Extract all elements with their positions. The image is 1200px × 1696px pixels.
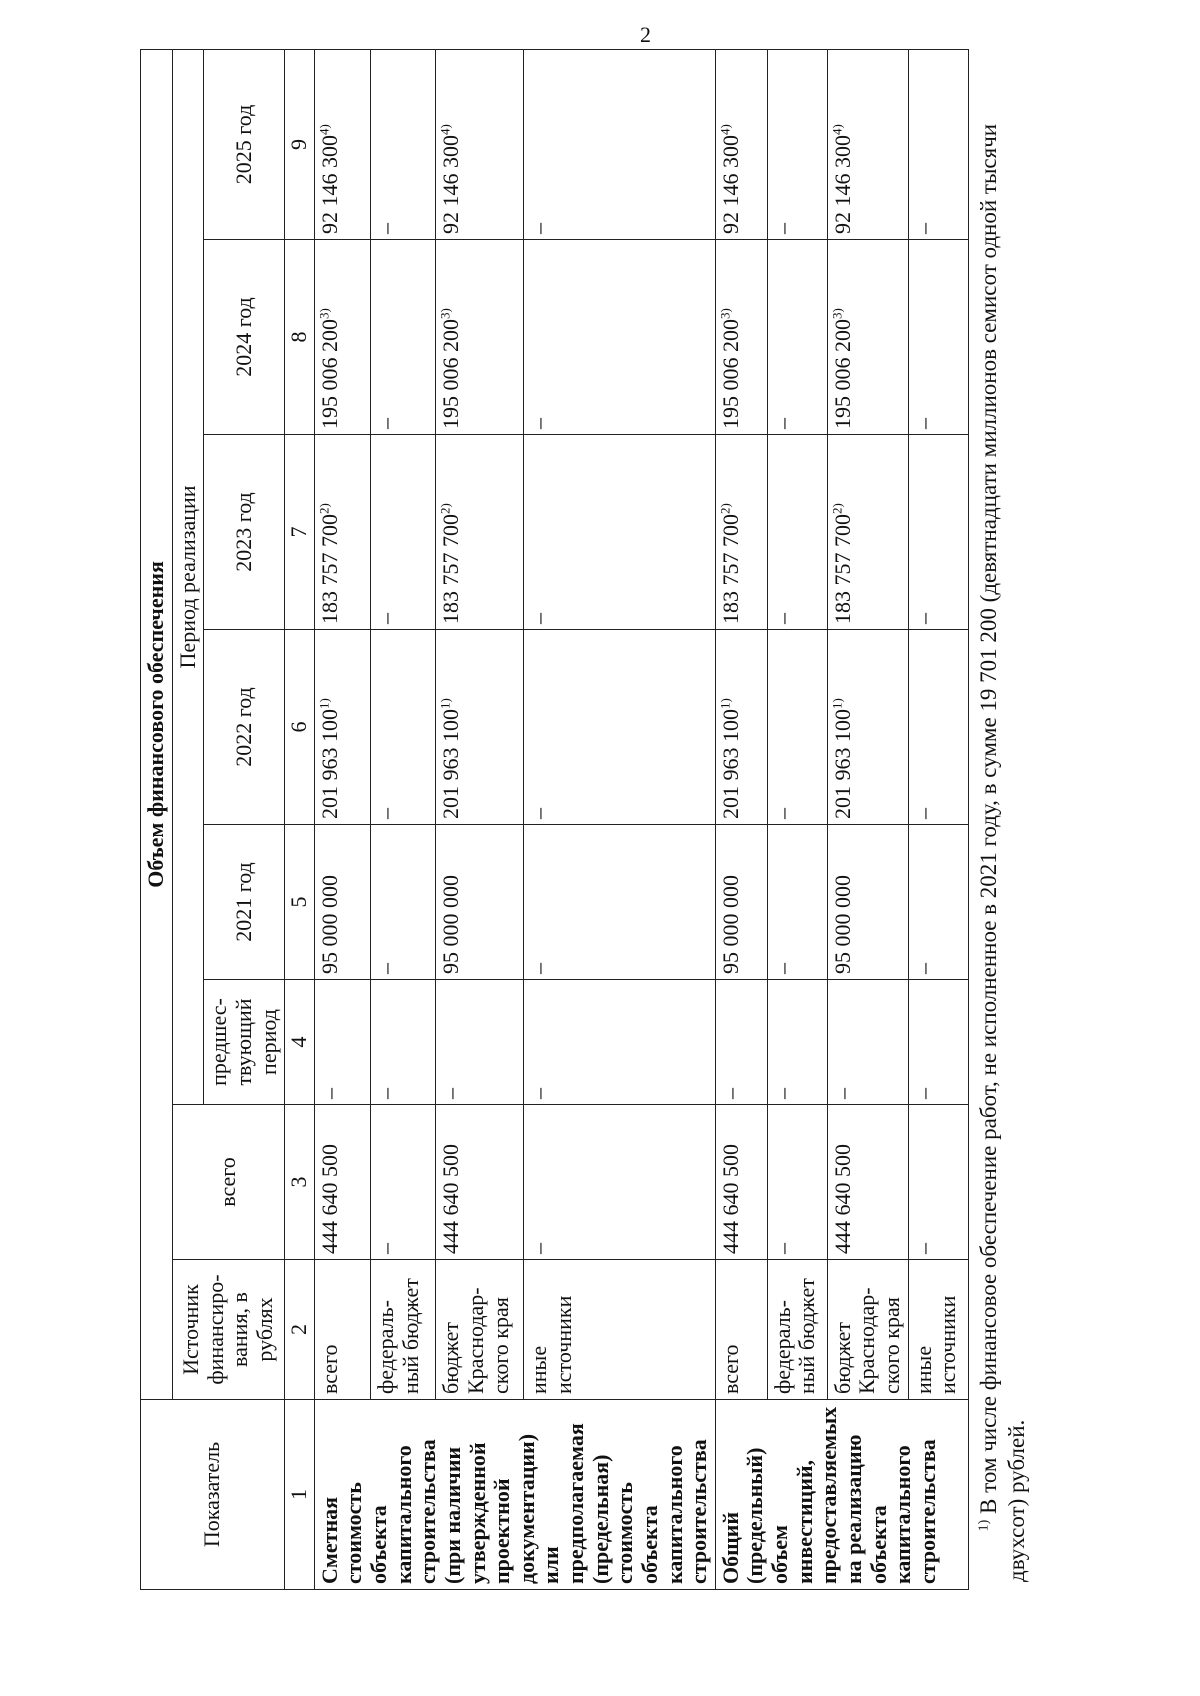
table-row: [827, 49, 908, 1589]
cell-2025: [827, 49, 908, 239]
cell-previous: [715, 980, 767, 1105]
cell-2023: [908, 435, 968, 630]
cell-2021: [715, 825, 767, 980]
cell-total-value: 444 640 500: [829, 1144, 855, 1254]
header-total: всего: [172, 1105, 285, 1260]
cell-total: [908, 1105, 968, 1260]
cell-2024-value: 195 006 200: [316, 319, 342, 429]
cell-2025: [767, 49, 827, 239]
column-number: 6: [285, 630, 315, 825]
column-number: 1: [285, 1400, 315, 1590]
cell-2023-value: 183 757 700: [316, 514, 342, 624]
header-indicator: Показатель: [141, 1400, 285, 1590]
cell-2024-value: –: [526, 418, 552, 429]
column-number: 3: [285, 1105, 315, 1260]
cell-2025-value: 92 146 300: [829, 135, 855, 234]
cell-previous-value: –: [910, 1088, 936, 1099]
cell-2023-value: 183 757 700: [717, 514, 743, 624]
cell-source: [908, 1260, 968, 1400]
cell-total: [524, 1105, 715, 1260]
cell-2023: [767, 435, 827, 630]
footnote-ref: 1): [316, 698, 332, 709]
cell-2022-value: 201 963 100: [829, 709, 855, 819]
footnote-ref: 1): [829, 698, 845, 709]
cell-2022-value: –: [373, 808, 399, 819]
cell-2022: [908, 630, 968, 825]
footnote-ref: 2): [717, 503, 733, 514]
cell-2025-value: –: [910, 223, 936, 234]
cell-2023-value: –: [910, 613, 936, 624]
column-number: 8: [285, 240, 315, 435]
cell-2023-value: –: [769, 613, 795, 624]
header-2021: 2021 год: [204, 825, 285, 980]
cell-previous: [767, 980, 827, 1105]
cell-total-value: –: [526, 1243, 552, 1254]
header-group-title: Объем финансового обеспечения: [141, 49, 173, 1399]
cell-source: [371, 1260, 436, 1400]
cell-2025: [314, 49, 371, 239]
cell-previous-value: –: [373, 1088, 399, 1099]
footnote-ref: 1): [717, 698, 733, 709]
cell-previous: [436, 980, 524, 1105]
cell-2022-value: –: [526, 808, 552, 819]
cell-2021: [371, 825, 436, 980]
cell-2023-value: 183 757 700: [829, 514, 855, 624]
cell-2022-value: 201 963 100: [717, 709, 743, 819]
cell-source: [715, 1260, 767, 1400]
cell-2024-value: 195 006 200: [717, 319, 743, 429]
footnote-ref: 2): [829, 503, 845, 514]
cell-2023-value: 183 757 700: [438, 514, 464, 624]
cell-source: [524, 1260, 715, 1400]
header-period-title: Период реализации: [172, 49, 204, 1104]
cell-2024: [715, 240, 767, 435]
cell-total-value: –: [373, 1243, 399, 1254]
table-body: [314, 49, 968, 1589]
cell-2021: [767, 825, 827, 980]
footnote-text: В том числе финансовое обеспечение работ, не исполненное в 2021 году, в сумме 19 701 200 (девятнадцати миллионов семисот одной тысячи двухсот) рублей.: [975, 123, 1030, 1582]
table-row: [715, 49, 767, 1589]
cell-total: [767, 1105, 827, 1260]
footnote-ref: 2): [316, 503, 332, 514]
cell-previous-value: –: [717, 1088, 743, 1099]
cell-total-value: –: [910, 1243, 936, 1254]
cell-2021-value: –: [910, 963, 936, 974]
cell-2025-value: –: [373, 223, 399, 234]
cell-source-value: федераль-ный бюджет: [373, 1278, 423, 1394]
table-row: [767, 49, 827, 1589]
cell-source-value: бюджет Краснодар-ского края: [438, 1287, 513, 1394]
cell-source-value: всего: [717, 1344, 743, 1394]
footnote-ref: 3): [438, 308, 454, 319]
footnote-ref: 3): [829, 308, 845, 319]
column-number: 4: [285, 980, 315, 1105]
cell-2021-value: 95 000 000: [438, 875, 464, 974]
footnote-ref: 2): [438, 503, 454, 514]
cell-total: [827, 1105, 908, 1260]
cell-total: [371, 1105, 436, 1260]
cell-2024: [827, 240, 908, 435]
cell-2021: [314, 825, 371, 980]
cell-2024-value: 195 006 200: [829, 319, 855, 429]
table-row: [436, 49, 524, 1589]
cell-2025-value: 92 146 300: [717, 135, 743, 234]
table-row: [371, 49, 436, 1589]
cell-2025: [715, 49, 767, 239]
table-row: [314, 49, 371, 1589]
footnote-mark: 1): [975, 1519, 991, 1532]
column-number-row: [285, 49, 315, 1589]
cell-2025: [436, 49, 524, 239]
cell-2023: [715, 435, 767, 630]
cell-source: [767, 1260, 827, 1400]
cell-2022: [767, 630, 827, 825]
cell-2022-value: –: [769, 808, 795, 819]
cell-previous: [827, 980, 908, 1105]
cell-total: [715, 1105, 767, 1260]
cell-2023-value: –: [526, 613, 552, 624]
cell-source-value: иные источники: [910, 1295, 961, 1394]
cell-2021: [908, 825, 968, 980]
cell-2021: [524, 825, 715, 980]
cell-2025-value: –: [769, 223, 795, 234]
cell-2024: [908, 240, 968, 435]
cell-2025: [371, 49, 436, 239]
cell-previous: [314, 980, 371, 1105]
footnote-ref: 4): [717, 124, 733, 135]
indicator-cell: Общий (предельный) объем инвестиций, предоставляемых на реализацию объекта капитального строительства: [715, 1400, 968, 1590]
cell-source: [314, 1260, 371, 1400]
header-2025: 2025 год: [204, 49, 285, 239]
cell-previous-value: –: [829, 1088, 855, 1099]
cell-2021: [827, 825, 908, 980]
indicator-cell: Сметная стоимость объекта капитального строительства (при наличии утвержденной проектной документации) или предполагаемая (предельная) стоимость объекта капитального строительства: [314, 1400, 715, 1590]
cell-2022: [436, 630, 524, 825]
cell-total: [436, 1105, 524, 1260]
footnote-ref: 3): [316, 308, 332, 319]
header-source: Источник финансиро-вания, в рублях: [172, 1260, 285, 1400]
cell-total-value: 444 640 500: [438, 1144, 464, 1254]
cell-2023: [371, 435, 436, 630]
cell-2023: [827, 435, 908, 630]
cell-2022-value: –: [910, 808, 936, 819]
cell-2023: [314, 435, 371, 630]
page-number: 2: [640, 22, 651, 47]
column-number: 5: [285, 825, 315, 980]
cell-2023-value: –: [373, 613, 399, 624]
column-number: 7: [285, 435, 315, 630]
cell-total-value: 444 640 500: [717, 1144, 743, 1254]
cell-source-value: бюджет Краснодар-ского края: [829, 1287, 904, 1394]
cell-2024: [767, 240, 827, 435]
footnote-ref: 4): [316, 124, 332, 135]
footnote-ref: 1): [438, 698, 454, 709]
cell-previous: [908, 980, 968, 1105]
cell-previous-value: –: [769, 1088, 795, 1099]
cell-source: [436, 1260, 524, 1400]
cell-total-value: –: [769, 1243, 795, 1254]
header-previous: предшес-твующий период: [204, 980, 285, 1105]
cell-2021-value: 95 000 000: [717, 875, 743, 974]
header-2022: 2022 год: [204, 630, 285, 825]
cell-2022: [314, 630, 371, 825]
cell-total-value: 444 640 500: [316, 1144, 342, 1254]
cell-2023: [524, 435, 715, 630]
cell-2021-value: –: [769, 963, 795, 974]
cell-source-value: всего: [316, 1344, 342, 1394]
cell-2022: [371, 630, 436, 825]
cell-2024: [436, 240, 524, 435]
column-number: 2: [285, 1260, 315, 1400]
financing-table: [140, 49, 969, 1590]
cell-previous-value: –: [438, 1088, 464, 1099]
footnote-ref: 4): [829, 124, 845, 135]
cell-2024: [371, 240, 436, 435]
cell-2022: [715, 630, 767, 825]
cell-2024: [314, 240, 371, 435]
header-2023: 2023 год: [204, 435, 285, 630]
footnote-ref: 3): [717, 308, 733, 319]
cell-2022-value: 201 963 100: [438, 709, 464, 819]
cell-2025-value: 92 146 300: [316, 135, 342, 234]
cell-2023: [436, 435, 524, 630]
cell-2022: [827, 630, 908, 825]
header-2024: 2024 год: [204, 240, 285, 435]
cell-2022: [524, 630, 715, 825]
cell-previous: [524, 980, 715, 1105]
cell-source: [827, 1260, 908, 1400]
cell-source-value: федераль-ный бюджет: [769, 1278, 820, 1394]
cell-2024-value: 195 006 200: [438, 319, 464, 429]
cell-2025: [524, 49, 715, 239]
cell-total: [314, 1105, 371, 1260]
cell-previous-value: –: [316, 1088, 342, 1099]
footnote-ref: 4): [438, 124, 454, 135]
cell-2021-value: 95 000 000: [829, 875, 855, 974]
cell-2021-value: –: [526, 963, 552, 974]
cell-2025-value: –: [526, 223, 552, 234]
cell-2025-value: 92 146 300: [438, 135, 464, 234]
cell-2024: [524, 240, 715, 435]
table-row: [524, 49, 715, 1589]
cell-2021-value: 95 000 000: [316, 875, 342, 974]
rotated-content: [140, 50, 1130, 1590]
cell-2021: [436, 825, 524, 980]
column-number: 9: [285, 49, 315, 239]
cell-2024-value: –: [373, 418, 399, 429]
cell-source-value: иные источники: [526, 1295, 577, 1394]
cell-2022-value: 201 963 100: [316, 709, 342, 819]
cell-2025: [908, 49, 968, 239]
cell-previous-value: –: [526, 1088, 552, 1099]
footnote: [969, 50, 1033, 1590]
cell-2024-value: –: [910, 418, 936, 429]
cell-2021-value: –: [373, 963, 399, 974]
table-row: [908, 49, 968, 1589]
cell-previous: [371, 980, 436, 1105]
cell-2024-value: –: [769, 418, 795, 429]
